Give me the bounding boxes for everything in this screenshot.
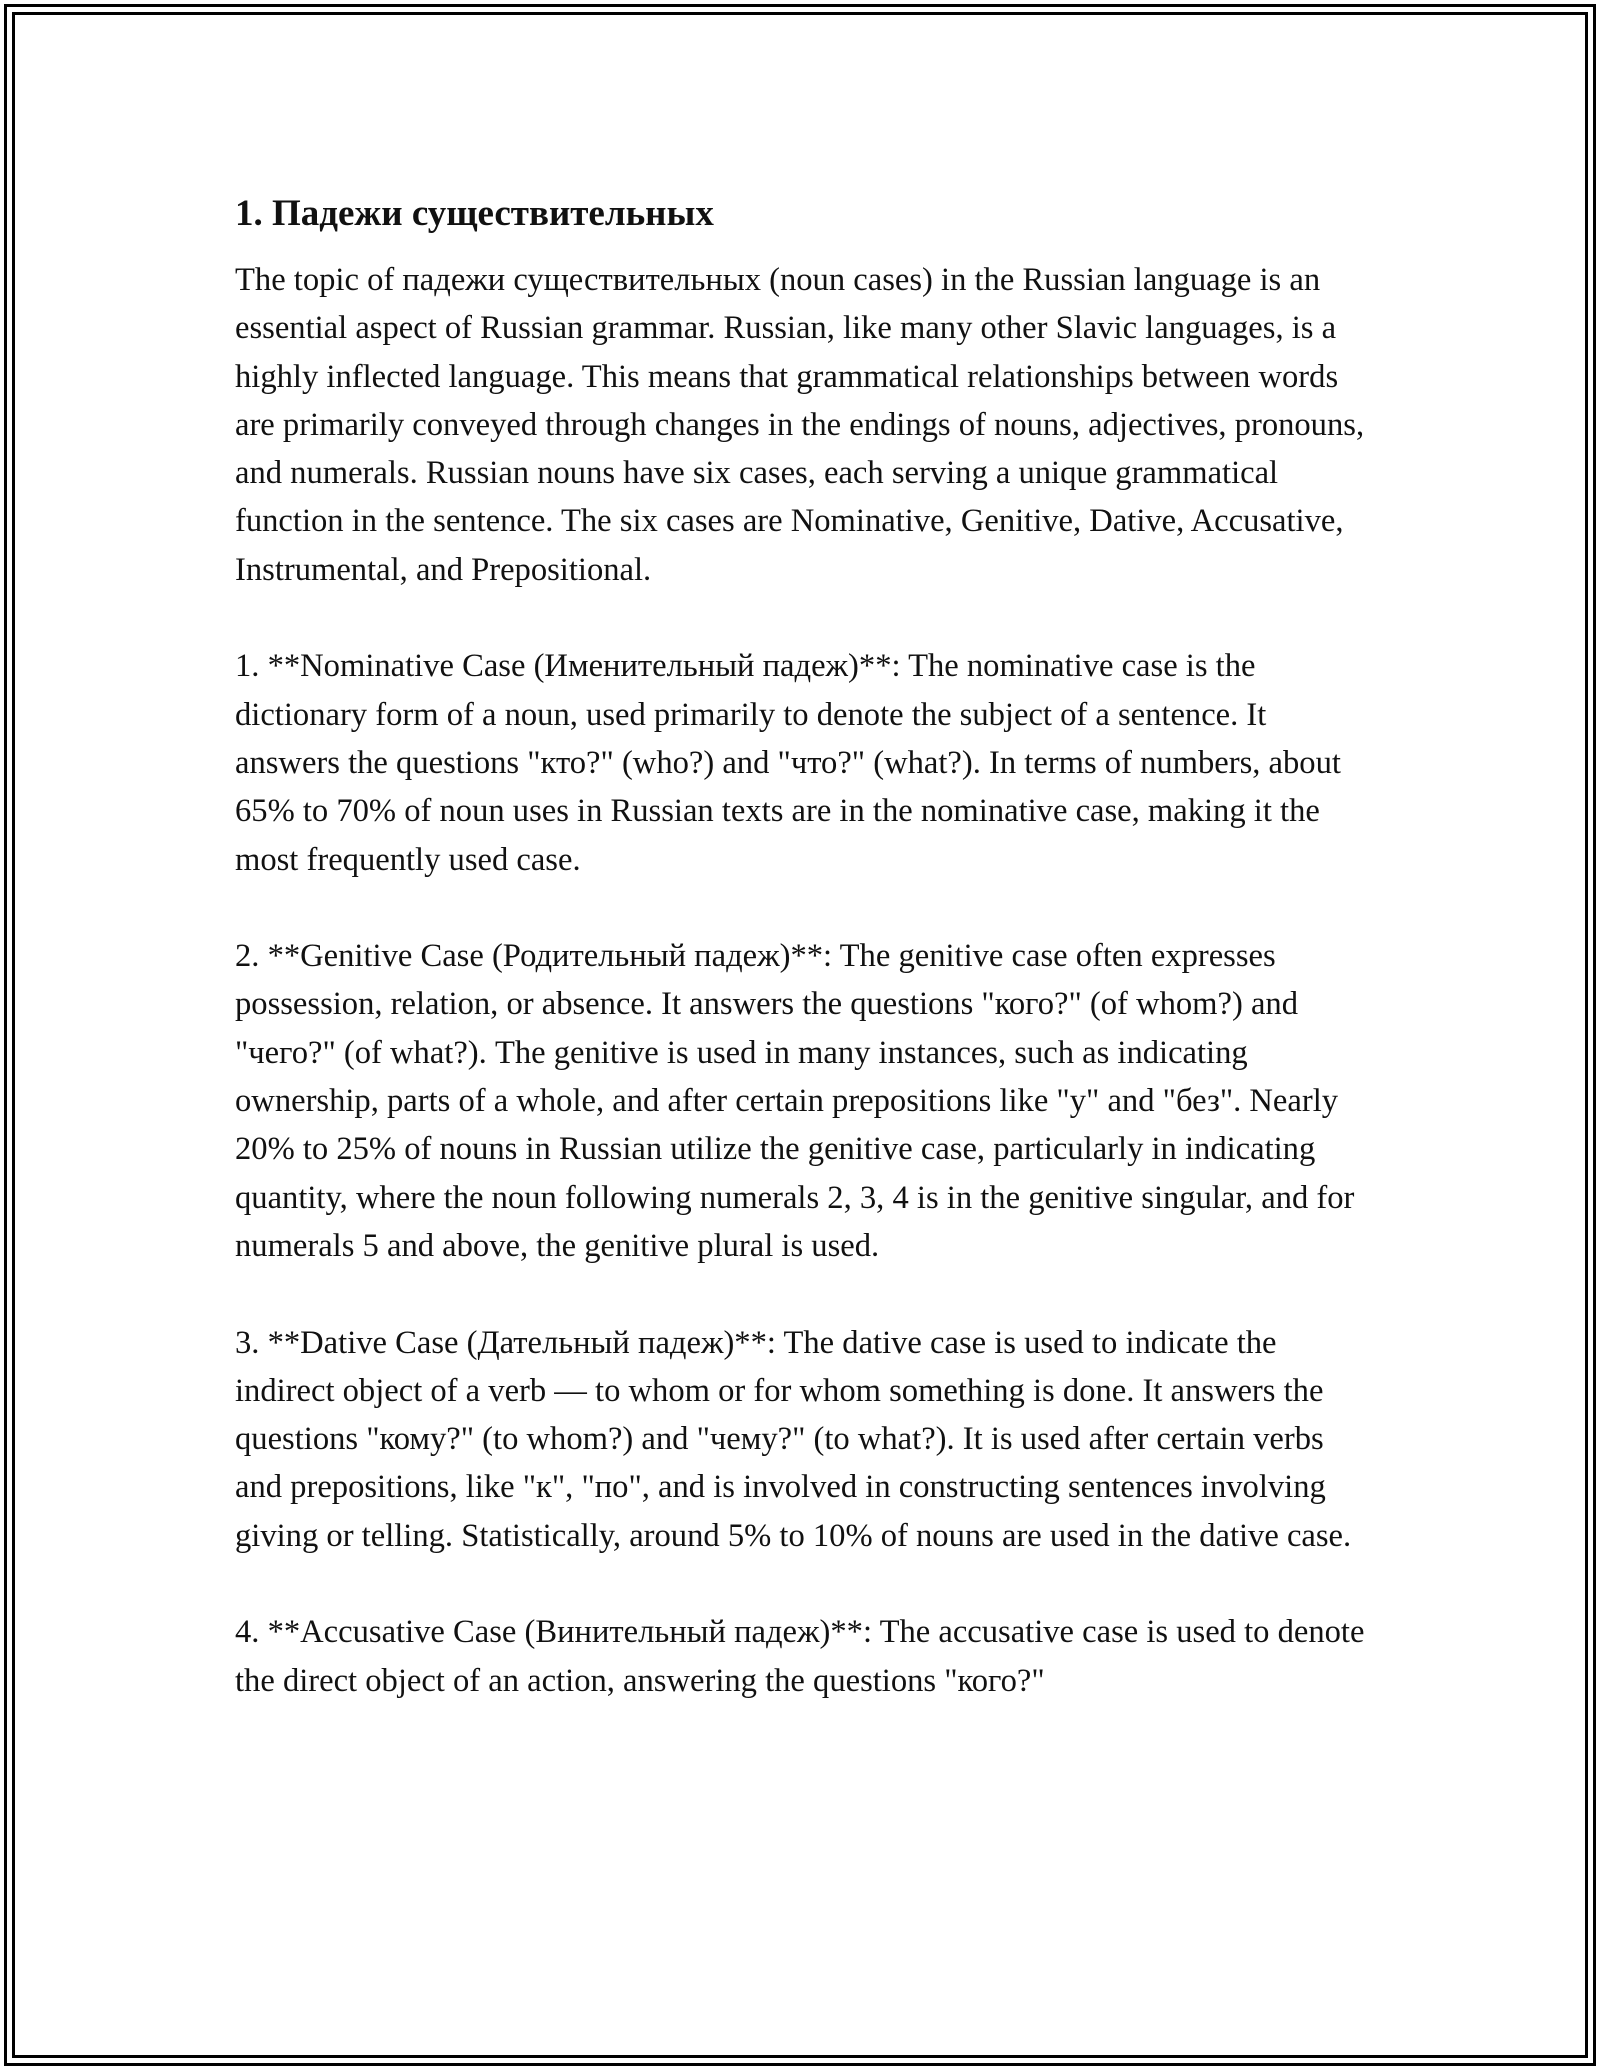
genitive-case-paragraph: 2. **Genitive Case (Родительный падеж)**: The genitive case often expresses possession, relation, or absence. It answers the questions "кого?" (of whom?) and "чего?" (of what?). The genitive is used in many instances, such as indicating ownership, parts of a whole, and after certain prepositions like "у" and "без". Nearly 20% to 25% of nouns in Russian utilize the genitive case, particularly in indicating quantity, where the noun following numerals 2, 3, 4 is in the genitive singular, and for numerals 5 and above, the genitive plural is used. (235, 938, 1355, 1264)
nominative-case-paragraph: 1. **Nominative Case (Именительный падеж)**: The nominative case is the dictionary form of a noun, used primarily to denote the subject of a sentence. It answers the questions "кто?" (who?) and "что?" (what?). In terms of numbers, about 65% to 70% of noun uses in Russian texts are in the nominative case, making it the most frequently used case. (235, 648, 1341, 878)
document-body (235, 188, 1375, 1753)
section-heading: 1. Падежи существительных (235, 193, 714, 234)
intro-paragraph: The topic of падежи существительных (noun cases) in the Russian language is an essential aspect of Russian grammar. Russian, like many other Slavic languages, is a highly inflected language. This means that grammatical relationships between words are primarily conveyed through changes in the endings of nouns, adjectives, pronouns, and numerals. Russian nouns have six cases, each serving a unique grammatical function in the sentence. The six cases are Nominative, Genitive, Dative, Accusative, Instrumental, and Prepositional. (235, 262, 1365, 588)
dative-case-paragraph: 3. **Dative Case (Дательный падеж)**: The dative case is used to indicate the indirect object of a verb — to whom or for whom something is done. It answers the questions "кому?" (to whom?) and "чему?" (to what?). It is used after certain verbs and prepositions, like "к", "по", and is involved in constructing sentences involving giving or telling. Statistically, around 5% to 10% of nouns are used in the dative case. (235, 1324, 1352, 1554)
accusative-case-paragraph: 4. **Accusative Case (Винительный падеж)**: The accusative case is used to denote the direct object of an action, answering the questions "кого?" (235, 1614, 1365, 1699)
